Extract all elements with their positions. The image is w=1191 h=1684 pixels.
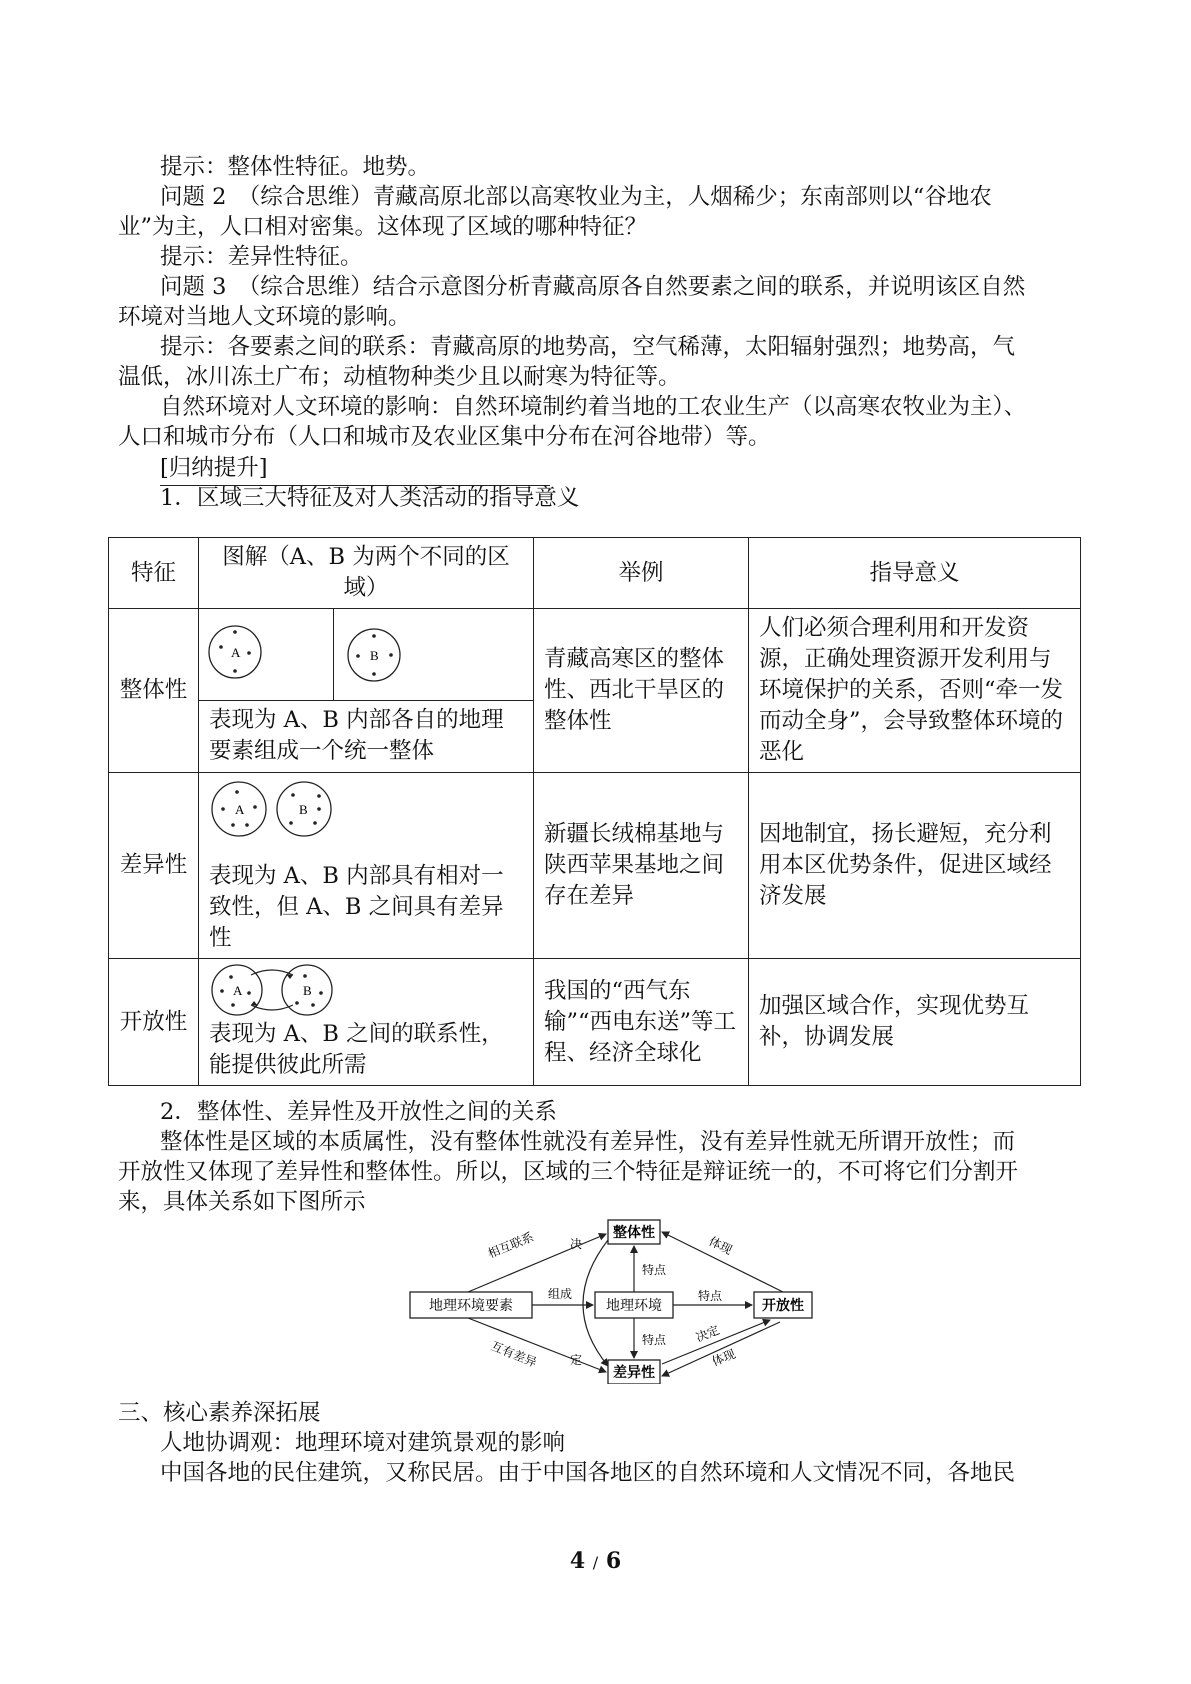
difference-cell	[199, 773, 534, 959]
header-meaning: 指导意义	[749, 538, 1081, 609]
label-decide: 决定	[693, 1322, 722, 1345]
node-difference: 差异性	[613, 1365, 655, 1381]
difference-diagram	[209, 779, 339, 839]
section-2-title: 2．整体性、差异性及开放性之间的关系	[160, 1099, 557, 1125]
hint-paragraph: 提示：各要素之间的联系：青藏高原的地势高，空气稀薄，太阳辐射强烈；地势高，气	[160, 334, 1016, 360]
difference-description: 表现为 A、B 内部具有相对一致性，但 A、B 之间具有差异性	[209, 863, 504, 951]
node-elements: 地理环境要素	[429, 1298, 513, 1314]
label-a: A	[231, 645, 241, 661]
header-illustration: 图解（A、B 为两个不同的区域）	[199, 538, 534, 609]
node-openness: 开放性	[762, 1298, 804, 1314]
integrity-diagram-a	[199, 609, 334, 701]
svg-text:B: B	[303, 983, 312, 998]
arrow-differ	[468, 1318, 606, 1372]
svg-text:A: A	[233, 983, 243, 998]
influence-paragraph: 自然环境对人文环境的影响：自然环境制约着当地的工农业生产（以高寒农牧业为主）、	[160, 394, 1027, 420]
example-integrity: 青藏高寒区的整体性、西北干旱区的整体性	[534, 609, 749, 773]
hint-paragraph-cont: 温低，冰川冻土广布；动植物种类少且以耐寒为特征等。	[118, 364, 681, 390]
question-3-cont: 环境对当地人文环境的影响。	[118, 304, 411, 330]
feature-difference: 差异性	[109, 773, 199, 959]
integrity-diagram-b	[334, 609, 534, 701]
section-2-paragraph-cont2: 来，具体关系如下图所示	[118, 1189, 366, 1215]
influence-paragraph-cont: 人口和城市分布（人口和城市及农业区集中分布在河谷地带）等。	[118, 424, 771, 450]
question-2: 问题 2 （综合思维）青藏高原北部以高寒牧业为主，人烟稀少；东南部则以“谷地农	[160, 184, 992, 210]
region-relationship-diagram	[408, 1214, 828, 1384]
meaning-difference: 因地制宜，扬长避短，充分利用本区优势条件，促进区域经济发展	[749, 773, 1081, 959]
summary-heading: [归纳提升]	[160, 451, 1078, 486]
meaning-openness: 加强区域合作，实现优势互补，协调发展	[749, 959, 1081, 1086]
feature-openness: 开放性	[109, 959, 199, 1086]
svg-text:A: A	[235, 802, 245, 817]
svg-text:B: B	[299, 802, 308, 817]
openness-diagram	[209, 963, 339, 1019]
section-3-subtitle: 人地协调观：地理环境对建筑景观的影响	[160, 1430, 566, 1456]
label-ding: 定	[570, 1353, 583, 1367]
region-features-table	[108, 537, 1081, 1086]
label-feature-down: 特点	[642, 1333, 667, 1347]
page-number: 4 / 6	[569, 1548, 622, 1574]
example-openness: 我国的“西气东输”“西电东送”等工程、经济全球化	[534, 959, 749, 1086]
label-jue: 决	[570, 1237, 583, 1251]
feature-integrity: 整体性	[109, 609, 199, 773]
label-mutual: 相互联系	[485, 1229, 536, 1261]
openness-description: 表现为 A、B 之间的联系性，能提供彼此所需	[209, 1021, 504, 1078]
header-example: 举例	[534, 538, 749, 609]
openness-cell	[199, 959, 534, 1086]
label-differ: 互有差异	[488, 1338, 539, 1370]
label-feature-right: 特点	[698, 1289, 723, 1303]
label-feature-up: 特点	[642, 1263, 667, 1277]
paragraph: 提示：整体性特征。地势。	[160, 154, 431, 180]
label-compose: 组成	[548, 1287, 573, 1301]
example-difference: 新疆长绒棉基地与陕西苹果基地之间存在差异	[534, 773, 749, 959]
table-title: 1．区域三大特征及对人类活动的指导意义	[160, 485, 580, 511]
node-environment: 地理环境	[606, 1298, 662, 1314]
label-b: B	[370, 648, 379, 664]
label-embody-bottom: 体现	[709, 1346, 738, 1369]
question-3: 问题 3 （综合思维）结合示意图分析青藏高原各自然要素之间的联系，并说明该区自然	[160, 274, 1026, 300]
integrity-description: 表现为 A、B 内部各自的地理要素组成一个统一整体	[199, 700, 534, 772]
node-integrity: 整体性	[613, 1225, 655, 1241]
section-2-paragraph: 整体性是区域的本质属性，没有整体性就没有差异性，没有差异性就无所谓开放性；而	[160, 1129, 1016, 1155]
header-feature: 特征	[109, 538, 199, 609]
section-2-paragraph-cont: 开放性又体现了差异性和整体性。所以，区域的三个特征是辩证统一的，不可将它们分割开	[118, 1159, 1019, 1185]
section-3-paragraph: 中国各地的民住建筑，又称民居。由于中国各地区的自然环境和人文情况不同，各地民	[160, 1460, 1016, 1486]
section-3-title: 三、核心素养深拓展	[118, 1400, 321, 1426]
paragraph: 提示：差异性特征。	[160, 244, 363, 270]
label-embody-top: 体现	[706, 1234, 735, 1258]
arrow-embody-bottom	[662, 1322, 780, 1376]
question-2-cont: 业”为主，人口相对密集。这体现了区域的哪种特征？	[118, 214, 648, 240]
meaning-integrity: 人们必须合理利用和开发资源，正确处理资源开发利用与环境保护的关系，否则“牵一发而动全身”，会导致整体环境的恶化	[749, 609, 1081, 773]
